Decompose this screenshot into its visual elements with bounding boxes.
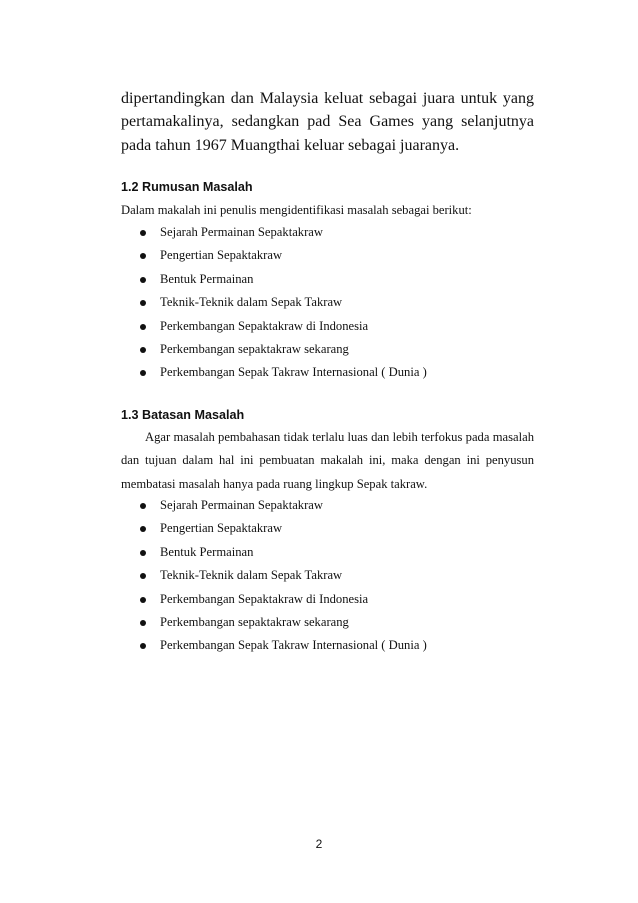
list-item — [121, 494, 427, 517]
list-item — [121, 541, 427, 564]
list-item — [121, 634, 427, 657]
list-item — [121, 291, 427, 314]
list-item — [121, 244, 427, 267]
page-number: 2 — [315, 837, 323, 851]
bullet-icon — [140, 620, 146, 626]
batasan-masalah-list — [121, 494, 427, 658]
list-item-text: Perkembangan Sepaktakraw di Indonesia — [160, 318, 369, 333]
bullet-icon — [140, 526, 146, 532]
list-item-text: Perkembangan Sepaktakraw di Indonesia — [160, 591, 369, 606]
bullet-icon — [140, 253, 146, 259]
intro-paragraph: dipertandingkan dan Malaysia keluat sebagai juara untuk yang pertamakalinya, sedangkan pad Sea Games yang selanjutnya pada tahun 1967 Muangthai keluar sebagai juaranya. — [121, 90, 534, 154]
list-item — [121, 338, 427, 361]
bullet-icon — [140, 643, 146, 649]
list-item — [121, 315, 427, 338]
list-item-text: Perkembangan sepaktakraw sekarang — [160, 341, 349, 356]
section-heading-batasan-masalah: 1.3 Batasan Masalah — [121, 408, 245, 422]
bullet-icon — [140, 230, 146, 236]
bullet-icon — [140, 277, 146, 283]
list-item-text: Pengertian Sepaktakraw — [160, 248, 283, 263]
bullet-icon — [140, 597, 146, 603]
list-item-text: Bentuk Permainan — [160, 271, 254, 286]
list-item — [121, 361, 427, 384]
list-item-text: Perkembangan Sepak Takraw Internasional ( Dunia ) — [160, 638, 427, 653]
bullet-icon — [140, 347, 146, 353]
rumusan-masalah-list — [121, 221, 427, 385]
list-item-text: Sejarah Permainan Sepaktakraw — [160, 498, 323, 512]
list-item — [121, 268, 427, 291]
bullet-icon — [140, 324, 146, 330]
bullet-icon — [140, 370, 146, 376]
list-item — [121, 517, 427, 540]
list-item-text: Teknik-Teknik dalam Sepak Takraw — [160, 295, 343, 310]
list-item-text: Teknik-Teknik dalam Sepak Takraw — [160, 568, 343, 583]
bullet-icon — [140, 550, 146, 556]
list-item-text: Bentuk Permainan — [160, 544, 254, 559]
list-item-text: Pengertian Sepaktakraw — [160, 521, 283, 536]
list-item — [121, 588, 427, 611]
bullet-icon — [140, 573, 146, 579]
list-item — [121, 564, 427, 587]
rumusan-masalah-lead: Dalam makalah ini penulis mengidentifikasi masalah sebagai berikut: — [121, 203, 472, 217]
list-item-text: Perkembangan Sepak Takraw Internasional ( Dunia ) — [160, 365, 427, 380]
section-heading-rumusan-masalah: 1.2 Rumusan Masalah — [121, 180, 253, 194]
bullet-icon — [140, 300, 146, 306]
list-item — [121, 611, 427, 634]
bullet-icon — [140, 503, 146, 509]
list-item — [121, 221, 427, 244]
list-item-text: Sejarah Permainan Sepaktakraw — [160, 225, 323, 239]
list-item-text: Perkembangan sepaktakraw sekarang — [160, 614, 349, 629]
batasan-masalah-paragraph: Agar masalah pembahasan tidak terlalu luas dan lebih terfokus pada masalah dan tujuan dalam hal ini pembuatan makalah ini, maka dengan ini penyusun membatasi masalah hanya pada ruang lingkup Sepak takraw. — [121, 430, 534, 491]
